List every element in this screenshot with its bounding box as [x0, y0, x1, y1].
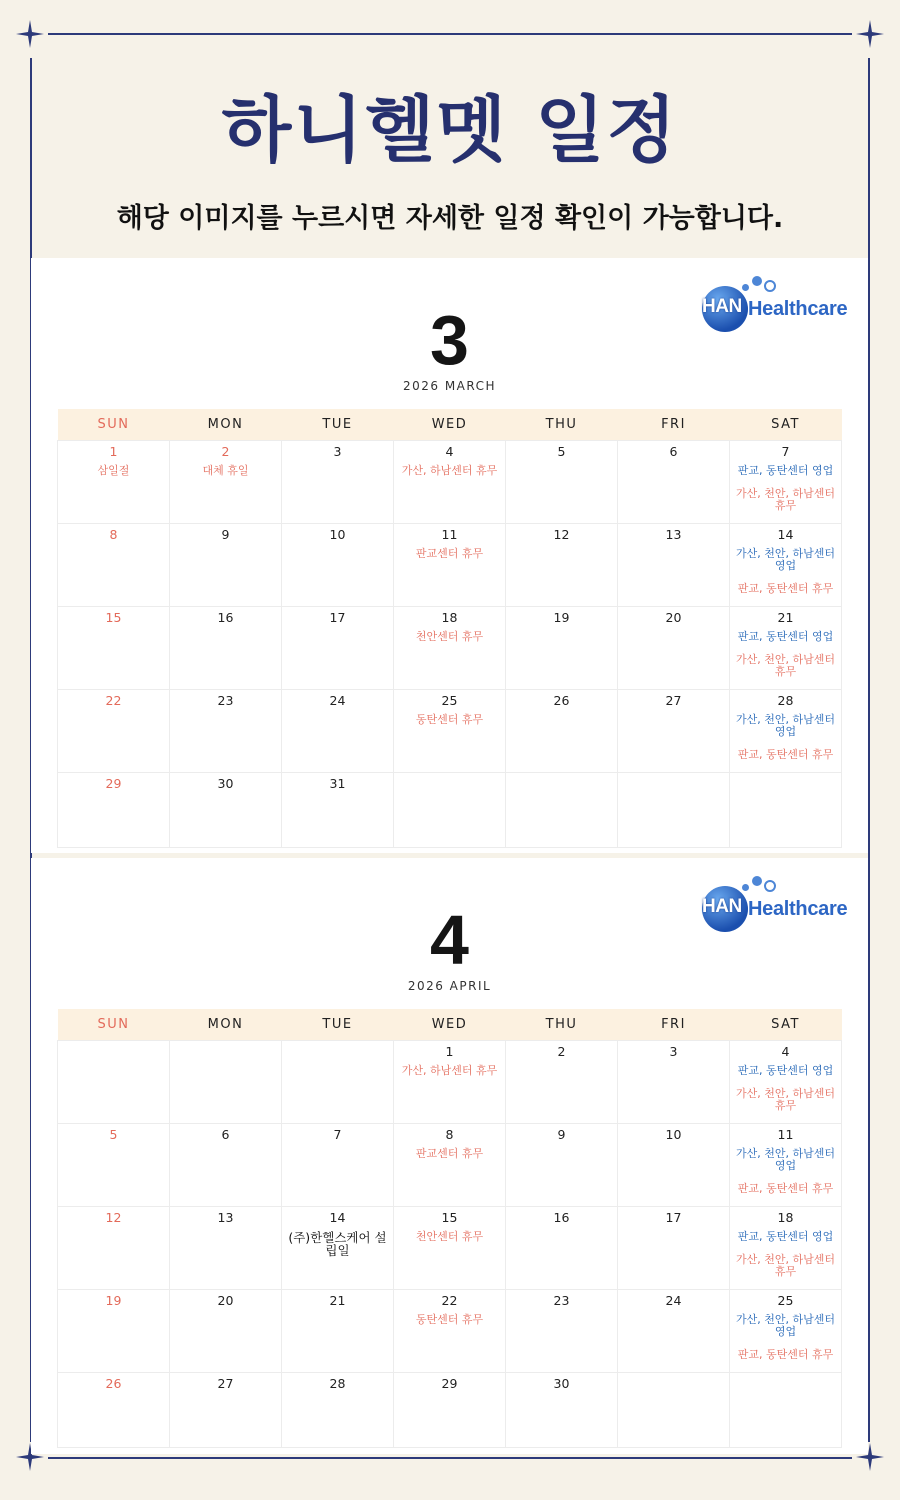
calendar-day-cell	[730, 689, 842, 772]
calendar-day-cell	[282, 606, 394, 689]
calendar-day-cell	[282, 523, 394, 606]
page-subtitle: 해당 이미지를 누르시면 자세한 일정 확인이 가능합니다.	[116, 203, 784, 234]
calendar-week-row	[58, 1123, 842, 1206]
schedule-event: 판교, 동탄센터 휴무	[737, 1347, 834, 1361]
month-label: 2026 MARCH	[402, 379, 497, 393]
day-number: 20	[217, 1292, 234, 1308]
schedule-event: 가산, 하남센터 휴무	[401, 463, 498, 477]
day-number: 29	[105, 775, 122, 791]
frame-top-line	[48, 33, 852, 35]
logo-text: Healthcare	[748, 898, 848, 920]
logo-text: Healthcare	[748, 298, 848, 320]
day-number: 1	[445, 1043, 454, 1059]
calendar-week-row	[58, 440, 842, 523]
calendar-day-cell	[282, 440, 394, 523]
weekday-header: FRI	[618, 1009, 730, 1040]
calendar-day-cell	[58, 440, 170, 523]
calendar-day-cell	[170, 1289, 282, 1372]
weekday-header: SAT	[730, 409, 842, 440]
calendar-day-cell	[506, 440, 618, 523]
weekday-header: TUE	[282, 1009, 394, 1040]
schedule-event: 가산, 천안, 하남센터 휴무	[736, 1086, 835, 1112]
calendar-day-cell	[282, 772, 394, 847]
calendar-day-cell	[170, 523, 282, 606]
calendar-day-cell	[394, 1040, 506, 1123]
day-number: 15	[105, 609, 122, 625]
day-number: 2	[557, 1043, 566, 1059]
calendar-day-cell	[730, 606, 842, 689]
calendar-day-cell	[394, 772, 506, 847]
day-number: 13	[217, 1209, 234, 1225]
day-number: 20	[665, 609, 682, 625]
calendar-day-cell	[58, 1206, 170, 1289]
day-number: 30	[553, 1375, 570, 1391]
calendar-grid	[57, 409, 842, 848]
calendar-day-cell	[58, 1372, 170, 1447]
calendar-day-cell	[506, 606, 618, 689]
day-number: 6	[221, 1126, 230, 1142]
day-number: 28	[329, 1375, 346, 1391]
weekday-header: SAT	[730, 1009, 842, 1040]
frame-bottom-line	[48, 1457, 852, 1459]
weekday-header: SUN	[58, 1009, 170, 1040]
calendar-day-cell	[170, 689, 282, 772]
weekday-header: THU	[506, 1009, 618, 1040]
calendar-day-cell	[170, 606, 282, 689]
calendar-day-cell	[282, 1040, 394, 1123]
schedule-event: 동탄센터 휴무	[415, 1312, 484, 1326]
logo-mark: HAN	[702, 296, 742, 317]
day-number: 22	[441, 1292, 458, 1308]
day-number: 9	[557, 1126, 566, 1142]
month-number: 4	[430, 901, 469, 979]
calendar-day-cell	[618, 689, 730, 772]
day-number: 23	[217, 692, 234, 708]
calendar-day-cell	[618, 772, 730, 847]
day-number: 21	[329, 1292, 346, 1308]
schedule-event: 판교, 동탄센터 영업	[737, 463, 834, 477]
schedule-event: 가산, 천안, 하남센터 영업	[736, 1146, 835, 1172]
schedule-event: 가산, 천안, 하남센터 휴무	[736, 1252, 835, 1278]
calendar-day-cell	[170, 1123, 282, 1206]
calendar-day-cell	[618, 523, 730, 606]
day-number: 9	[221, 526, 230, 542]
schedule-event: 삼일절	[97, 463, 130, 477]
day-number: 17	[665, 1209, 682, 1225]
schedule-event: (주)한헬스케어 설립일	[288, 1229, 387, 1258]
month-number: 3	[430, 301, 469, 379]
day-number: 4	[781, 1043, 790, 1059]
page-title: 하니헬멧 일정	[221, 88, 679, 172]
day-number: 29	[441, 1375, 458, 1391]
day-number: 8	[109, 526, 118, 542]
calendar-day-cell	[506, 1206, 618, 1289]
schedule-event: 판교, 동탄센터 휴무	[737, 1181, 834, 1195]
schedule-event: 가산, 하남센터 휴무	[401, 1063, 498, 1077]
calendar-day-cell	[394, 1123, 506, 1206]
calendar-day-cell	[506, 772, 618, 847]
calendar-week-row	[58, 606, 842, 689]
calendar-day-cell	[394, 1289, 506, 1372]
day-number: 22	[105, 692, 122, 708]
day-number: 3	[333, 443, 342, 459]
calendar-day-cell	[730, 440, 842, 523]
calendar-day-cell	[282, 1289, 394, 1372]
logo-bubble-icon	[742, 884, 749, 891]
day-number: 18	[441, 609, 458, 625]
day-number: 28	[777, 692, 794, 708]
schedule-event: 가산, 천안, 하남센터 휴무	[736, 652, 835, 678]
calendar-day-cell	[394, 1206, 506, 1289]
weekday-header: TUE	[282, 409, 394, 440]
calendar-day-cell	[282, 1206, 394, 1289]
schedule-event: 판교센터 휴무	[415, 1146, 484, 1160]
calendar-day-cell	[730, 523, 842, 606]
schedule-event: 가산, 천안, 하남센터 영업	[736, 1312, 835, 1338]
calendar-day-cell	[394, 523, 506, 606]
calendar-week-row	[58, 1040, 842, 1123]
calendar-day-cell	[58, 689, 170, 772]
calendar-week-row	[58, 689, 842, 772]
calendar-day-cell	[58, 606, 170, 689]
calendar-day-cell	[170, 1206, 282, 1289]
calendar-day-cell	[394, 606, 506, 689]
calendar-day-cell	[506, 1123, 618, 1206]
calendar-day-cell	[58, 1289, 170, 1372]
calendar-day-cell	[506, 1040, 618, 1123]
calendar-day-cell	[730, 1206, 842, 1289]
calendar-day-cell	[58, 1040, 170, 1123]
day-number: 8	[445, 1126, 454, 1142]
schedule-event: 가산, 천안, 하남센터 휴무	[736, 486, 835, 512]
day-number: 16	[217, 609, 234, 625]
frame-right-line	[868, 58, 870, 1442]
calendar-day-cell	[506, 1289, 618, 1372]
calendar-day-cell	[730, 772, 842, 847]
day-number: 26	[105, 1375, 122, 1391]
day-number: 23	[553, 1292, 570, 1308]
day-number: 12	[105, 1209, 122, 1225]
sparkle-icon	[16, 20, 44, 48]
calendar-week-row	[58, 772, 842, 847]
day-number: 26	[553, 692, 570, 708]
schedule-event: 판교, 동탄센터 영업	[737, 629, 834, 643]
month-label: 2026 APRIL	[407, 979, 492, 993]
day-number: 5	[109, 1126, 118, 1142]
schedule-event: 천안센터 휴무	[415, 629, 484, 643]
calendar-day-cell	[506, 523, 618, 606]
schedule-event: 판교, 동탄센터 영업	[737, 1063, 834, 1077]
day-number: 24	[665, 1292, 682, 1308]
calendar-day-cell	[618, 1206, 730, 1289]
weekday-header: WED	[394, 1009, 506, 1040]
calendar-day-cell	[282, 689, 394, 772]
day-number: 25	[777, 1292, 794, 1308]
calendar-day-cell	[170, 1372, 282, 1447]
schedule-event: 가산, 천안, 하남센터 영업	[736, 712, 835, 738]
calendar-week-row	[58, 1372, 842, 1447]
logo-bubble-icon	[752, 276, 762, 286]
day-number: 10	[329, 526, 346, 542]
day-number: 13	[665, 526, 682, 542]
logo-bubble-icon	[742, 284, 749, 291]
day-number: 3	[669, 1043, 678, 1059]
day-number: 18	[777, 1209, 794, 1225]
calendar-day-cell	[58, 523, 170, 606]
day-number: 14	[777, 526, 794, 542]
day-number: 14	[329, 1209, 346, 1225]
calendar-day-cell	[618, 1289, 730, 1372]
weekday-header: WED	[394, 409, 506, 440]
logo-bubble-icon	[764, 280, 776, 292]
logo-mark: HAN	[702, 896, 742, 917]
calendar-day-cell	[170, 440, 282, 523]
day-number: 6	[669, 443, 678, 459]
day-number: 7	[781, 443, 790, 459]
day-number: 25	[441, 692, 458, 708]
schedule-event: 판교, 동탄센터 휴무	[737, 581, 834, 595]
calendar-day-cell	[618, 1372, 730, 1447]
calendar-day-cell	[618, 606, 730, 689]
schedule-event: 동탄센터 휴무	[415, 712, 484, 726]
schedule-event: 대체 휴일	[202, 463, 249, 477]
day-number: 2	[221, 443, 230, 459]
day-number: 30	[217, 775, 234, 791]
calendar-day-cell	[394, 689, 506, 772]
day-number: 4	[445, 443, 454, 459]
calendar-day-cell	[58, 1123, 170, 1206]
day-number: 10	[665, 1126, 682, 1142]
calendar-day-cell	[618, 1123, 730, 1206]
weekday-header: MON	[170, 409, 282, 440]
day-number: 11	[441, 526, 458, 542]
calendar-day-cell	[618, 1040, 730, 1123]
calendar-day-cell	[170, 1040, 282, 1123]
weekday-header: MON	[170, 1009, 282, 1040]
calendar-day-cell	[282, 1123, 394, 1206]
day-number: 16	[553, 1209, 570, 1225]
calendar-day-cell	[506, 689, 618, 772]
day-number: 24	[329, 692, 346, 708]
calendar-day-cell	[730, 1372, 842, 1447]
sparkle-icon	[856, 20, 884, 48]
calendar-day-cell	[282, 1372, 394, 1447]
calendar-day-cell	[618, 440, 730, 523]
day-number: 21	[777, 609, 794, 625]
day-number: 31	[329, 775, 346, 791]
calendar-day-cell	[506, 1372, 618, 1447]
schedule-event: 판교, 동탄센터 영업	[737, 1229, 834, 1243]
day-number: 11	[777, 1126, 794, 1142]
logo-bubble-icon	[764, 880, 776, 892]
calendar-week-row	[58, 1289, 842, 1372]
day-number: 27	[217, 1375, 234, 1391]
day-number: 15	[441, 1209, 458, 1225]
calendar-day-cell	[730, 1040, 842, 1123]
day-number: 5	[557, 443, 566, 459]
calendar-week-row	[58, 1206, 842, 1289]
calendar-day-cell	[58, 772, 170, 847]
calendar-week-row	[58, 523, 842, 606]
calendar-day-cell	[730, 1123, 842, 1206]
day-number: 1	[109, 443, 118, 459]
day-number: 27	[665, 692, 682, 708]
weekday-header: FRI	[618, 409, 730, 440]
calendar-panel-april[interactable]	[31, 858, 868, 1454]
logo-bubble-icon	[752, 876, 762, 886]
schedule-event: 판교, 동탄센터 휴무	[737, 747, 834, 761]
schedule-event: 판교센터 휴무	[415, 546, 484, 560]
calendar-panel-march[interactable]	[31, 258, 868, 853]
day-number: 12	[553, 526, 570, 542]
day-number: 19	[553, 609, 570, 625]
weekday-header: THU	[506, 409, 618, 440]
calendar-day-cell	[170, 772, 282, 847]
schedule-event: 가산, 천안, 하남센터 영업	[736, 546, 835, 572]
day-number: 19	[105, 1292, 122, 1308]
calendar-day-cell	[730, 1289, 842, 1372]
calendar-grid	[57, 1009, 842, 1448]
weekday-header: SUN	[58, 409, 170, 440]
day-number: 17	[329, 609, 346, 625]
schedule-event: 천안센터 휴무	[415, 1229, 484, 1243]
calendar-day-cell	[394, 1372, 506, 1447]
day-number: 7	[333, 1126, 342, 1142]
calendar-day-cell	[394, 440, 506, 523]
